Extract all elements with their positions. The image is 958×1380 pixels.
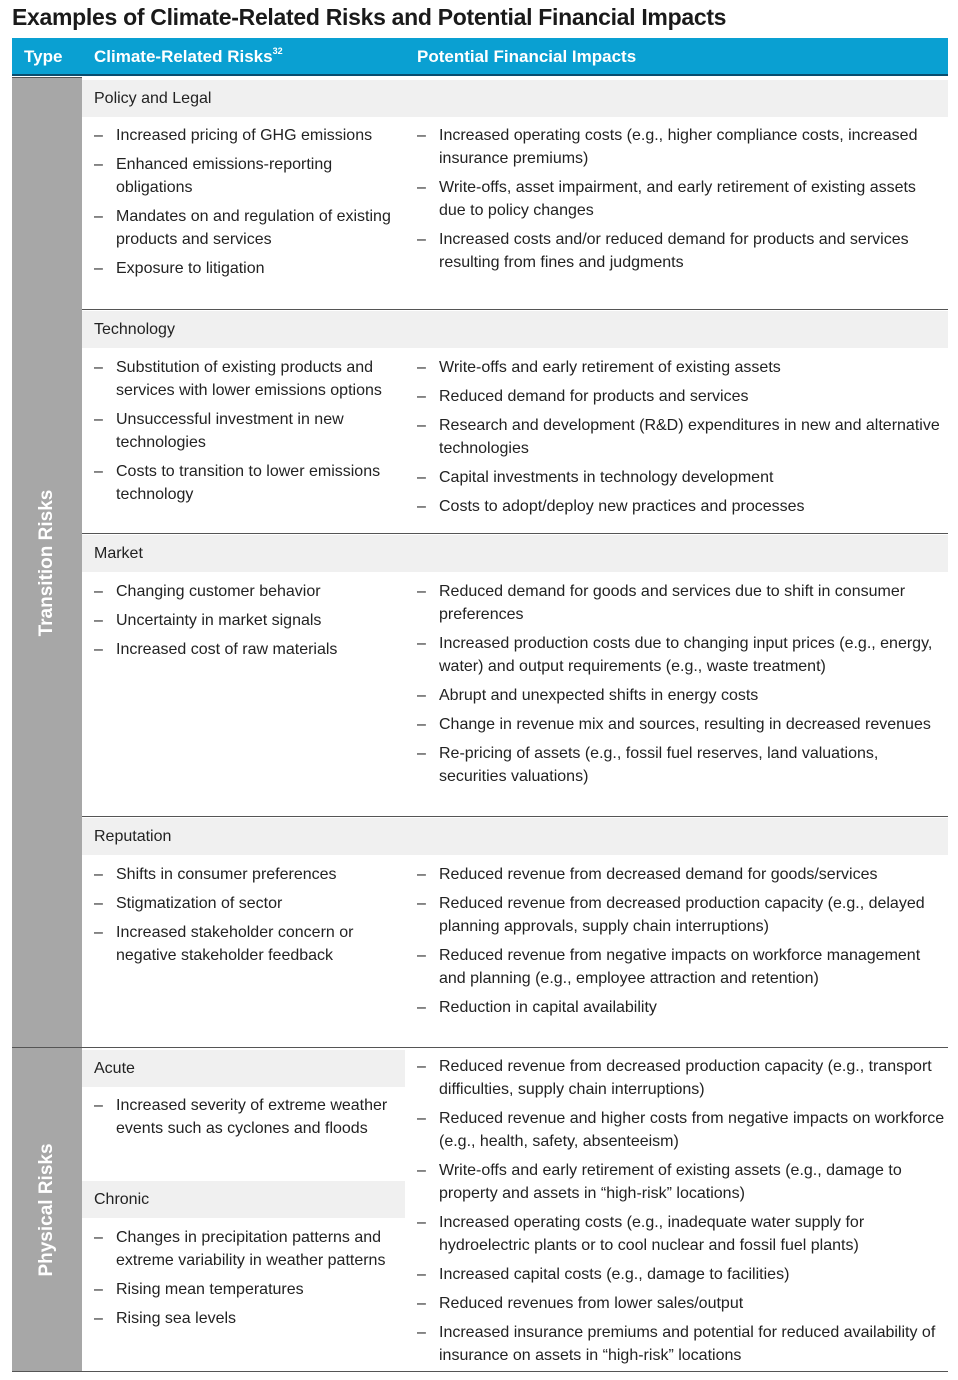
header-risks-footnote: 32 [272, 46, 283, 56]
market-impacts-list [405, 580, 945, 794]
list-item: – Costs to adopt/deploy new practices and processes [405, 495, 945, 518]
policy-risks-list [82, 124, 400, 286]
page-title: Examples of Climate-Related Risks and Potential Financial Impacts [12, 4, 727, 30]
list-item: – Increased cost of raw materials [82, 638, 400, 661]
list-item: – Reduced revenue from negative impacts on workforce management and planning (e.g., employee attraction and retention) [405, 944, 945, 990]
category-market: Market [82, 535, 948, 572]
list-item: – Unsuccessful investment in new technologies [82, 408, 400, 454]
technology-impacts-list [405, 356, 945, 524]
list-item: – Costs to transition to lower emissions technology [82, 460, 400, 506]
physical-impacts-list [405, 1055, 945, 1373]
table-bottom-border [12, 1371, 948, 1372]
chronic-risks-list [82, 1226, 400, 1336]
list-item: – Increased capital costs (e.g., damage to facilities) [405, 1263, 945, 1286]
row-divider [82, 309, 948, 310]
list-item: – Research and development (R&D) expenditures in new and alternative technologies [405, 414, 945, 460]
header-type: Type [24, 47, 63, 66]
category-policy-legal: Policy and Legal [82, 80, 948, 117]
list-item: – Reduction in capital availability [405, 996, 945, 1019]
list-item: – Substitution of existing products and services with lower emissions options [82, 356, 400, 402]
policy-impacts-list [405, 124, 945, 280]
header-risks [94, 47, 283, 67]
category-reputation: Reputation [82, 818, 948, 855]
type-physical-label: Physical Risks [36, 1142, 57, 1277]
section-divider [12, 1047, 948, 1048]
list-item: – Write-offs and early retirement of existing assets [405, 356, 945, 379]
list-item: – Mandates on and regulation of existing products and services [82, 205, 400, 251]
list-item: – Capital investments in technology development [405, 466, 945, 489]
list-item: – Changes in precipitation patterns and extreme variability in weather patterns [82, 1226, 400, 1272]
row-divider [82, 816, 948, 817]
list-item: – Re-pricing of assets (e.g., fossil fuel reserves, land valuations, securities valuations) [405, 742, 945, 788]
list-item: – Increased severity of extreme weather events such as cyclones and floods [82, 1094, 400, 1140]
list-item: – Increased stakeholder concern or negative stakeholder feedback [82, 921, 400, 967]
list-item: – Write-offs and early retirement of existing assets (e.g., damage to property and assets in “high-risk” locations) [405, 1159, 945, 1205]
list-item: – Abrupt and unexpected shifts in energy costs [405, 684, 945, 707]
list-item: – Increased costs and/or reduced demand for products and services resulting from fines and judgments [405, 228, 945, 274]
list-item: – Exposure to litigation [82, 257, 400, 280]
header-impacts: Potential Financial Impacts [417, 47, 637, 66]
category-technology: Technology [82, 311, 948, 348]
list-item: – Shifts in consumer preferences [82, 863, 400, 886]
list-item: – Reduced demand for products and services [405, 385, 945, 408]
type-transition-bar [12, 77, 82, 1048]
list-item: – Change in revenue mix and sources, resulting in decreased revenues [405, 713, 945, 736]
list-item: – Increased production costs due to changing input prices (e.g., energy, water) and output requirements (e.g., waste treatment) [405, 632, 945, 678]
technology-risks-list [82, 356, 400, 512]
list-item: – Reduced revenue from decreased demand for goods/services [405, 863, 945, 886]
list-item: – Increased operating costs (e.g., higher compliance costs, increased insurance premiums) [405, 124, 945, 170]
list-item: – Rising sea levels [82, 1307, 400, 1330]
acute-risks-list [82, 1094, 400, 1146]
header-risks-label: Climate-Related Risks [94, 47, 273, 66]
row-divider [82, 533, 948, 534]
table-header [12, 38, 948, 76]
list-item: – Write-offs, asset impairment, and early retirement of existing assets due to policy changes [405, 176, 945, 222]
list-item: – Reduced revenue from decreased production capacity (e.g., delayed planning approvals, supply chain interruptions) [405, 892, 945, 938]
category-acute: Acute [82, 1050, 405, 1087]
list-item: – Increased operating costs (e.g., inadequate water supply for hydroelectric plants or to cool nuclear and fossil fuel plants) [405, 1211, 945, 1257]
category-chronic: Chronic [82, 1181, 405, 1218]
list-item: – Uncertainty in market signals [82, 609, 400, 632]
list-item: – Increased insurance premiums and potential for reduced availability of insurance on assets in “high-risk” locations [405, 1321, 945, 1367]
type-transition-label: Transition Risks [36, 489, 57, 637]
list-item: – Reduced revenue and higher costs from negative impacts on workforce (e.g., health, safety, absenteeism) [405, 1107, 945, 1153]
list-item: – Reduced revenue from decreased production capacity (e.g., transport difficulties, supply chain interruptions) [405, 1055, 945, 1101]
type-physical-bar [12, 1047, 82, 1371]
list-item: – Reduced demand for goods and services due to shift in consumer preferences [405, 580, 945, 626]
list-item: – Enhanced emissions-reporting obligations [82, 153, 400, 199]
reputation-impacts-list [405, 863, 945, 1025]
list-item: – Rising mean temperatures [82, 1278, 400, 1301]
reputation-risks-list [82, 863, 400, 973]
market-risks-list [82, 580, 400, 667]
list-item: – Reduced revenues from lower sales/output [405, 1292, 945, 1315]
list-item: – Increased pricing of GHG emissions [82, 124, 400, 147]
list-item: – Stigmatization of sector [82, 892, 400, 915]
list-item: – Changing customer behavior [82, 580, 400, 603]
